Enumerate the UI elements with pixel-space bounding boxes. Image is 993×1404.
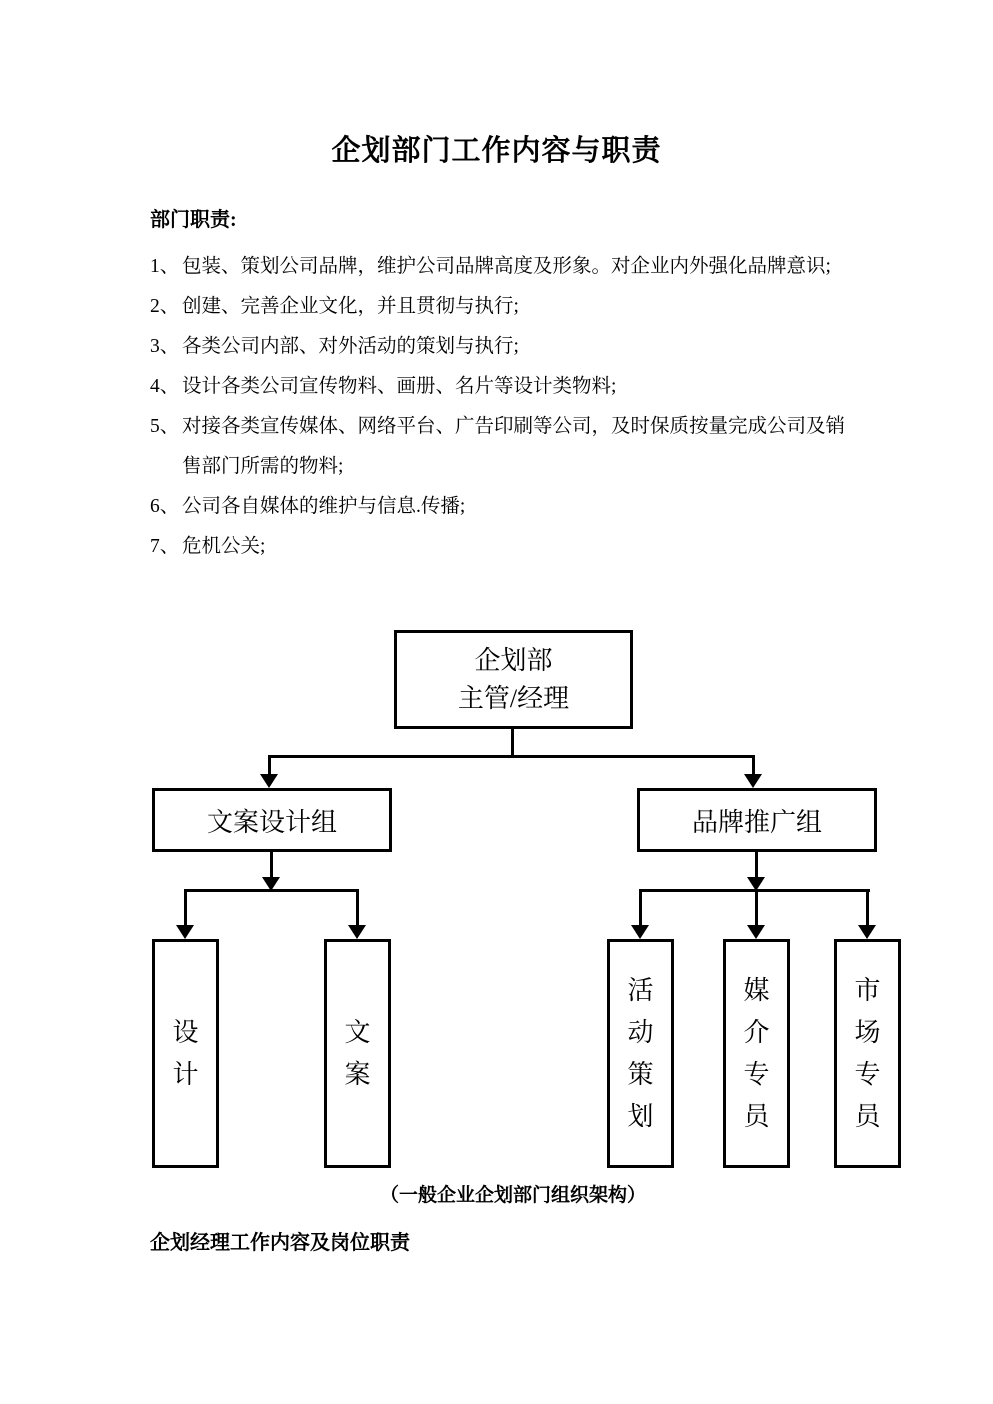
org-group-label: 品牌推广组 xyxy=(691,807,822,837)
connector-line xyxy=(511,729,514,758)
item-text: 设计各类公司宣传物料、画册、名片等设计类物料; xyxy=(182,376,617,397)
connector-line xyxy=(755,852,758,880)
list-item-7 xyxy=(150,527,850,567)
item-text: 包装、策划公司品牌，维护公司品牌高度及形象。对企业内外强化品牌意识; xyxy=(182,256,831,277)
org-group-label: 文案设计组 xyxy=(206,807,337,837)
section-heading: 部门职责: xyxy=(150,209,237,231)
org-member-box-media-specialist xyxy=(723,939,790,1168)
item-number: 7、 xyxy=(150,536,180,557)
list-item-2 xyxy=(150,287,850,327)
arrow-down-icon xyxy=(348,925,366,939)
item-text: 各类公司内部、对外活动的策划与执行; xyxy=(182,336,519,357)
item-number: 1、 xyxy=(150,256,180,277)
arrow-down-icon xyxy=(176,925,194,939)
org-member-box-event-planning xyxy=(607,939,674,1168)
arrow-down-icon xyxy=(744,774,762,788)
org-member-label: 市场专员 xyxy=(854,975,881,1131)
list-item-5 xyxy=(150,407,850,487)
org-member-label: 文案 xyxy=(344,1017,371,1089)
connector-line xyxy=(270,852,273,880)
responsibility-list xyxy=(150,247,850,567)
org-group-box-brand-promotion xyxy=(637,788,877,852)
arrow-down-icon xyxy=(631,925,649,939)
item-number: 3、 xyxy=(150,336,180,357)
org-root-line2: 主管/经理 xyxy=(457,683,570,713)
footer-heading: 企划经理工作内容及岗位职责 xyxy=(150,1232,410,1254)
connector-line xyxy=(755,892,758,928)
item-number: 6、 xyxy=(150,496,180,517)
list-item-3 xyxy=(150,327,850,367)
arrow-down-icon xyxy=(747,925,765,939)
org-root-box xyxy=(394,630,633,729)
connector-line xyxy=(639,892,642,928)
connector-line xyxy=(356,892,359,928)
connector-line xyxy=(184,889,359,892)
item-number: 4、 xyxy=(150,376,180,397)
item-number: 5、 xyxy=(150,416,180,437)
connector-line xyxy=(268,755,755,758)
connector-line xyxy=(184,892,187,928)
item-text: 创建、完善企业文化，并且贯彻与执行; xyxy=(182,296,519,317)
connector-line xyxy=(866,892,869,928)
item-text: 公司各自媒体的维护与信息.传播; xyxy=(182,496,466,517)
org-member-label: 活动策划 xyxy=(627,975,654,1131)
item-text: 危机公关; xyxy=(182,536,266,557)
list-item-4 xyxy=(150,367,850,407)
list-item-1 xyxy=(150,247,850,287)
doc-title: 企划部门工作内容与职责 xyxy=(331,135,662,167)
item-text: 对接各类宣传媒体、网络平台、广告印刷等公司，及时保质按量完成公司及销售部门所需的物料; xyxy=(182,416,846,477)
org-chart-caption: （一般企业企划部门组织架构） xyxy=(379,1185,646,1206)
org-group-box-copy-design xyxy=(152,788,392,852)
org-member-label: 设计 xyxy=(172,1017,199,1089)
org-member-box-design xyxy=(152,939,219,1168)
org-member-box-copywriting xyxy=(324,939,391,1168)
org-root-line1: 企划部 xyxy=(474,645,553,675)
arrow-down-icon xyxy=(260,774,278,788)
org-root-label xyxy=(458,642,569,718)
org-member-label: 媒介专员 xyxy=(743,975,770,1131)
item-number: 2、 xyxy=(150,296,180,317)
org-member-box-market-specialist xyxy=(834,939,901,1168)
arrow-down-icon xyxy=(858,925,876,939)
list-item-6 xyxy=(150,487,850,527)
